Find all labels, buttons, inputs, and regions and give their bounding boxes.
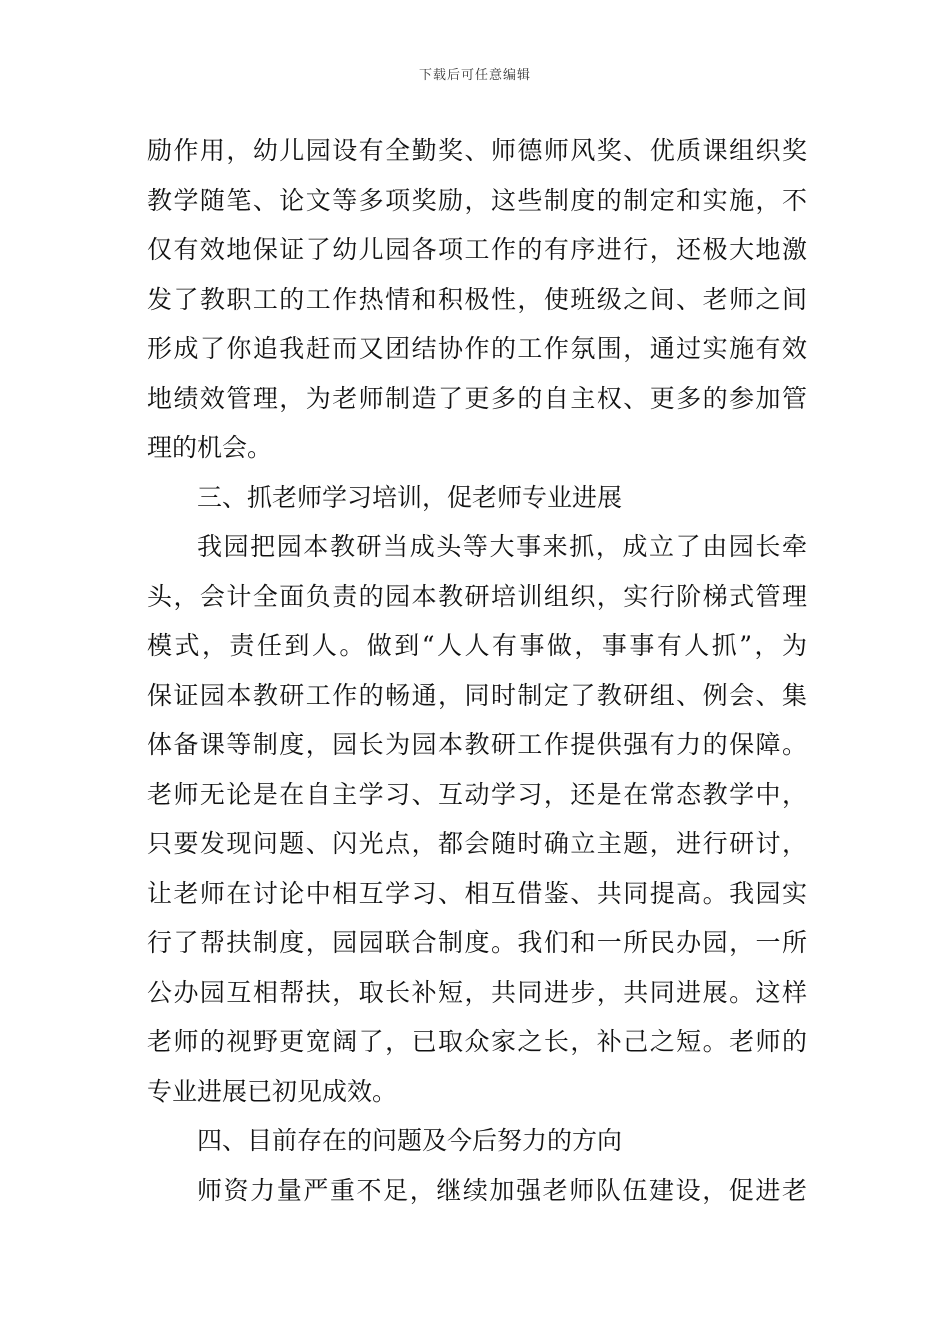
text-line: 公办园互相帮扶，取长补短，共同进步，共同进展。这样 [147, 977, 807, 1007]
text-line: 让老师在讨论中相互学习、相互借鉴、共同提高。我园实 [147, 878, 807, 908]
text-line: 教学随笔、论文等多项奖励，这些制度的制定和实施，不 [147, 185, 807, 215]
text-line: 模式，责任到人。做到“人人有事做，事事有人抓”，为 [147, 631, 807, 660]
text-line: 专业进展已初见成效。 [147, 1076, 398, 1106]
text-line: 只要发现问题、闪光点，都会随时确立主题，进行研讨， [147, 829, 807, 858]
text-line: 保证园本教研工作的畅通，同时制定了教研组、例会、集 [147, 680, 807, 710]
page-header: 下载后可任意编辑 [418, 68, 531, 83]
text-line: 形成了你追我赶而又团结协作的工作氛围，通过实施有效 [147, 334, 807, 363]
text-line: 我园把园本教研当成头等大事来抓，成立了由园长牵 [197, 532, 807, 561]
text-line: 理的机会。 [147, 433, 273, 462]
text-line: 发了教职工的工作热情和积极性，使班级之间、老师之间 [147, 284, 807, 314]
text-line: 老师无论是在自主学习、互动学习，还是在常态教学中， [147, 779, 807, 809]
text-line: 行了帮扶制度，园园联合制度。我们和一所民办园，一所 [147, 928, 807, 957]
text-line: 头，会计全面负责的园本教研培训组织，实行阶梯式管理 [147, 581, 807, 611]
text-line: 三、抓老师学习培训，促老师专业进展 [197, 482, 623, 512]
text-line: 体备课等制度，园长为园本教研工作提供强有力的保障。 [147, 730, 807, 759]
text-line: 老师的视野更宽阔了，已取众家之长，补己之短。老师的 [147, 1027, 807, 1056]
text-line: 励作用，幼儿园设有全勤奖、师德师风奖、优质课组织奖 [147, 136, 807, 165]
text-line: 师资力量严重不足，继续加强老师队伍建设，促进老 [197, 1175, 807, 1205]
document-body [147, 126, 807, 1215]
text-line: 仅有效地保证了幼儿园各项工作的有序进行，还极大地激 [147, 235, 807, 264]
text-line: 四、目前存在的问题及今后努力的方向 [197, 1126, 623, 1155]
text-line: 地绩效管理，为老师制造了更多的自主权、更多的参加管 [147, 383, 807, 413]
